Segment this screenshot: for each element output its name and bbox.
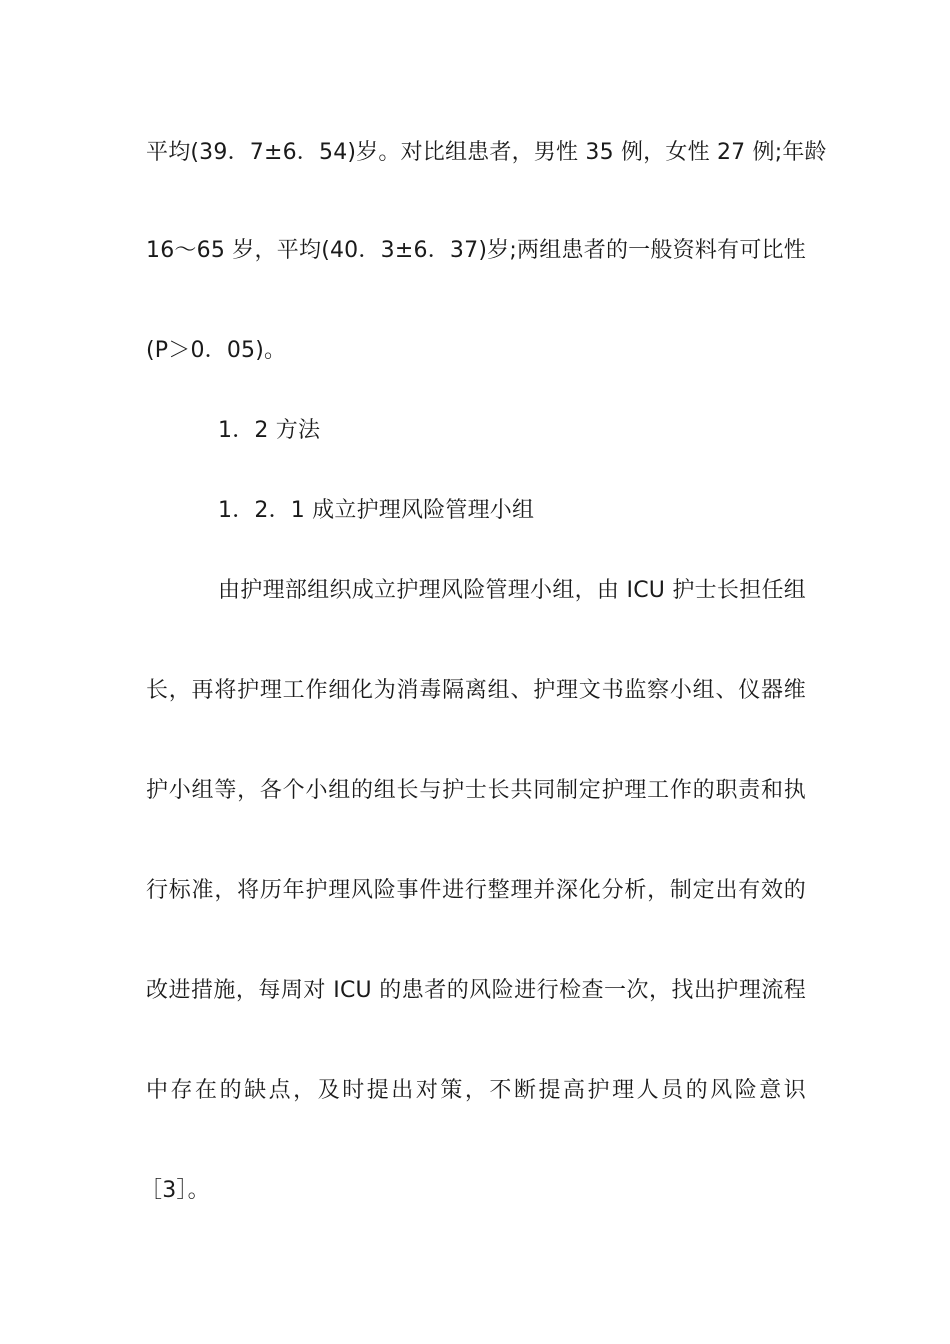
section-heading-1-2: 1．2 方法 (218, 418, 321, 443)
citation-line: ［3］。 (140, 1178, 210, 1203)
paragraph-line-6: 护小组等，各个小组的组长与护士长共同制定护理工作的职责和执 (146, 778, 806, 803)
paragraph-line-4: 由护理部组织成立护理风险管理小组，由 ICU 护士长担任组 (218, 578, 806, 603)
paragraph-line-2: 16～65 岁，平均(40．3±6．37)岁;两组患者的一般资料有可比性 (146, 238, 806, 263)
paragraph-line-7: 行标准，将历年护理风险事件进行整理并深化分析，制定出有效的 (146, 878, 806, 903)
section-heading-1-2-1: 1．2．1 成立护理风险管理小组 (218, 498, 535, 523)
paragraph-line-1: 平均(39．7±6．54)岁。对比组患者，男性 35 例，女性 27 例;年龄 (146, 140, 827, 165)
paragraph-line-3: (P＞0．05)。 (146, 338, 287, 363)
paragraph-line-8: 改进措施，每周对 ICU 的患者的风险进行检查一次，找出护理流程 (146, 978, 806, 1003)
paragraph-line-9: 中存在的缺点，及时提出对策，不断提高护理人员的风险意识 (146, 1078, 806, 1103)
paragraph-line-5: 长，再将护理工作细化为消毒隔离组、护理文书监察小组、仪器维 (146, 678, 806, 703)
